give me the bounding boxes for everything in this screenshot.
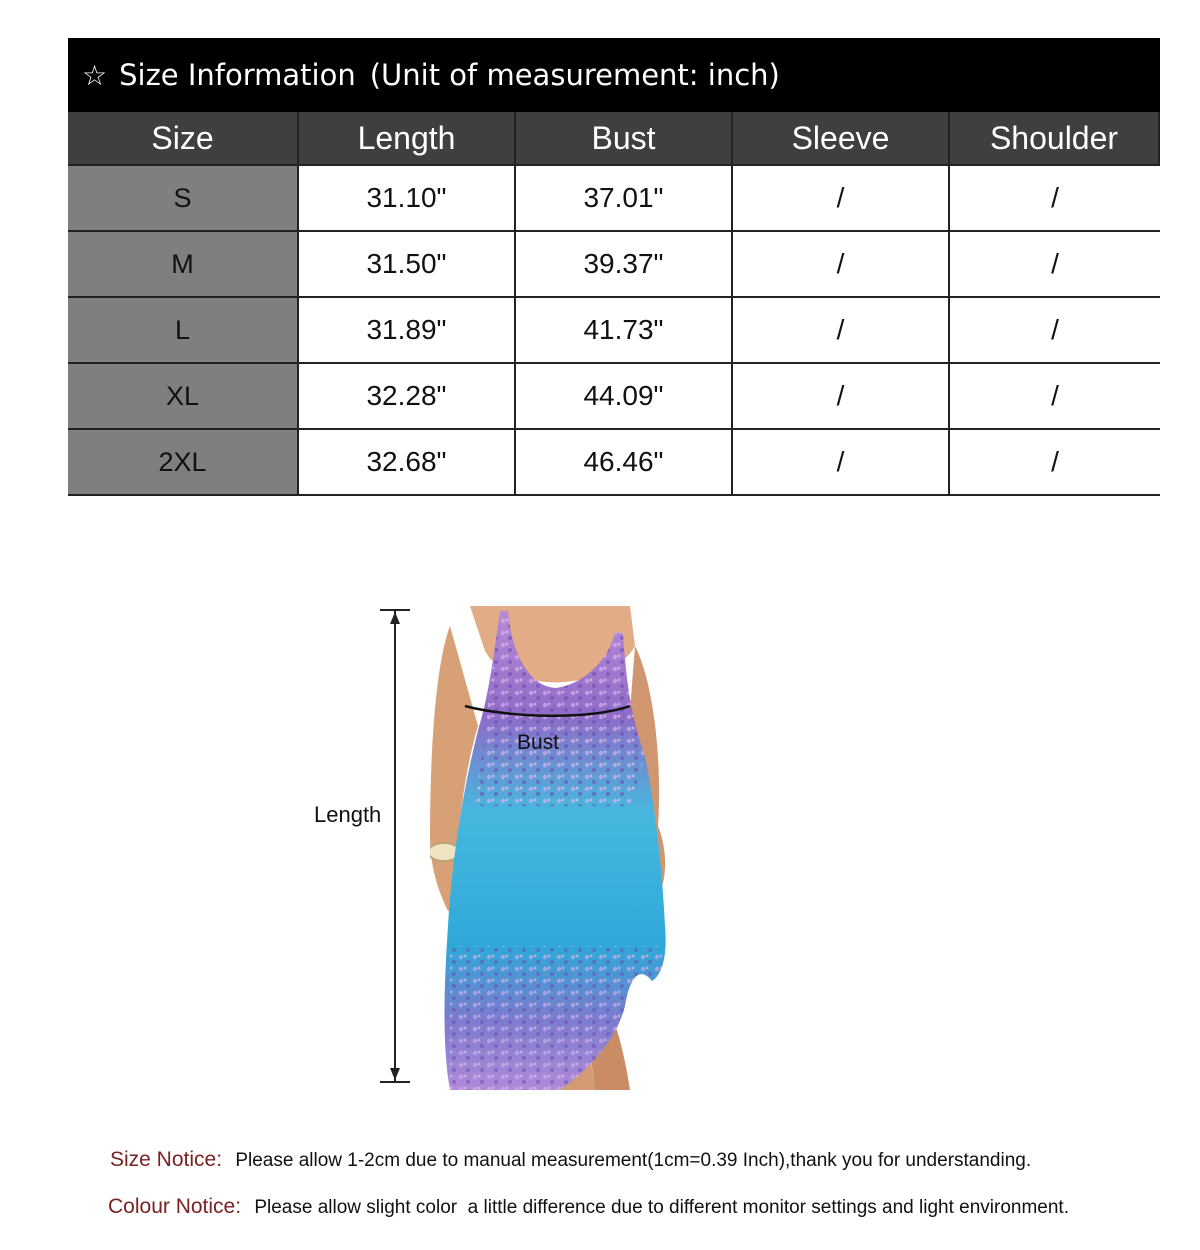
length-cell: 31.50": [299, 232, 516, 296]
header-shoulder: Shoulder: [950, 112, 1160, 164]
bust-label: Bust: [517, 731, 560, 754]
sleeve-cell: /: [733, 298, 950, 362]
size-notice: [110, 1148, 1031, 1172]
shoulder-cell: /: [1051, 314, 1059, 345]
length-cell: 31.10": [299, 166, 516, 230]
size-table: [68, 38, 1160, 496]
shoulder-cell: /: [1051, 182, 1059, 213]
table-row: [68, 364, 1160, 430]
bust-cell: 41.73": [516, 298, 733, 362]
size-cell: XL: [68, 364, 299, 428]
unit-note: (Unit of measurement: inch): [369, 58, 780, 92]
table-row: [68, 298, 1160, 364]
table-title: Size Information: [119, 58, 356, 92]
header-length: Length: [299, 112, 516, 164]
table-title-bar: [68, 38, 1160, 112]
length-dimension-line: [394, 610, 396, 1082]
table-row: [68, 430, 1160, 496]
sleeve-cell: /: [733, 232, 950, 296]
length-cell: 32.68": [299, 430, 516, 494]
size-notice-text: Please allow 1-2cm due to manual measurement(1cm=0.39 Inch),thank you for understanding.: [235, 1150, 1032, 1171]
length-cell: 31.89": [299, 298, 516, 362]
header-sleeve: Sleeve: [733, 112, 950, 164]
sleeve-cell: /: [733, 166, 950, 230]
table-row: [68, 166, 1160, 232]
length-label: Length: [314, 802, 382, 827]
bust-cell: 39.37": [516, 232, 733, 296]
colour-notice-text: Please allow slight color a little difference due to different monitor settings and light environment.: [254, 1197, 1069, 1218]
size-cell: M: [68, 232, 299, 296]
length-cell: 32.28": [299, 364, 516, 428]
arrow-up-icon: [390, 612, 400, 624]
size-cell: S: [68, 166, 299, 230]
shoulder-cell: /: [1051, 248, 1059, 279]
colour-notice: [108, 1195, 1069, 1219]
table-header-row: [68, 112, 1160, 166]
sleeve-cell: /: [733, 364, 950, 428]
bust-cell: 46.46": [516, 430, 733, 494]
header-size: Size: [68, 112, 299, 164]
header-bust: Bust: [516, 112, 733, 164]
size-cell: L: [68, 298, 299, 362]
bust-cell: 37.01": [516, 166, 733, 230]
colour-notice-label: Colour Notice:: [108, 1195, 242, 1218]
length-cap-bottom: [380, 1081, 410, 1083]
dress-photo: [430, 606, 680, 1090]
arrow-down-icon: [390, 1068, 400, 1080]
shoulder-cell: /: [1051, 380, 1059, 411]
measurement-figure: [310, 600, 730, 1100]
sleeve-cell: /: [733, 430, 950, 494]
shoulder-cell: /: [1051, 446, 1059, 477]
star-icon: ☆: [82, 58, 108, 92]
table-row: [68, 232, 1160, 298]
bust-cell: 44.09": [516, 364, 733, 428]
size-notice-label: Size Notice:: [110, 1148, 223, 1171]
size-cell: 2XL: [68, 430, 299, 494]
